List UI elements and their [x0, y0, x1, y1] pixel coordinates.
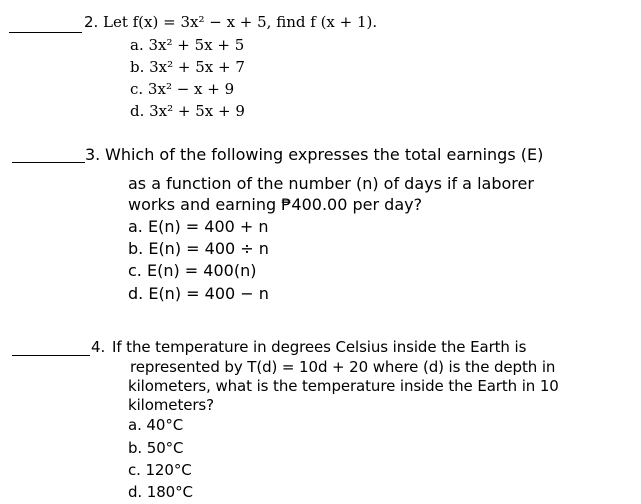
question-stem-line-2: represented by T(d) = 10d + 20 where (d) is the depth in — [130, 358, 556, 376]
question-stem-line-1: If the temperature in degrees Celsius inside the Earth is — [112, 338, 527, 356]
choice-b: b. 3x² + 5x + 7 — [130, 58, 245, 76]
choice-a: a. 40°C — [128, 416, 184, 434]
choice-d: d. 3x² + 5x + 9 — [130, 102, 245, 120]
question-number: 2. — [84, 13, 99, 31]
choice-a: a. E(n) = 400 + n — [128, 217, 269, 236]
question-stem-line-4: kilometers? — [128, 396, 214, 414]
question-stem-line-1: Which of the following expresses the total earnings (E) — [105, 145, 544, 164]
choice-a: a. 3x² + 5x + 5 — [130, 36, 245, 54]
choice-b: b. E(n) = 400 ÷ n — [128, 239, 269, 258]
question-number: 4. — [91, 338, 106, 356]
question-number: 3. — [85, 145, 101, 164]
choice-d: d. 180°C — [128, 483, 193, 501]
choice-d: d. E(n) = 400 − n — [128, 284, 269, 303]
answer-blank[interactable] — [12, 355, 90, 356]
question-stem-line-3: works and earning ₱400.00 per day? — [128, 195, 423, 214]
question-stem: Let f(x) = 3x² − x + 5, find f (x + 1). — [103, 13, 378, 31]
answer-blank[interactable] — [12, 162, 85, 163]
choice-c: c. E(n) = 400(n) — [128, 261, 257, 280]
choice-c: c. 120°C — [128, 461, 192, 479]
choice-c: c. 3x² − x + 9 — [130, 80, 235, 98]
choice-b: b. 50°C — [128, 439, 184, 457]
question-stem-line-3: kilometers, what is the temperature inside the Earth in 10 — [128, 377, 559, 395]
answer-blank[interactable] — [9, 32, 82, 33]
question-stem-line-2: as a function of the number (n) of days if a laborer — [128, 174, 534, 193]
